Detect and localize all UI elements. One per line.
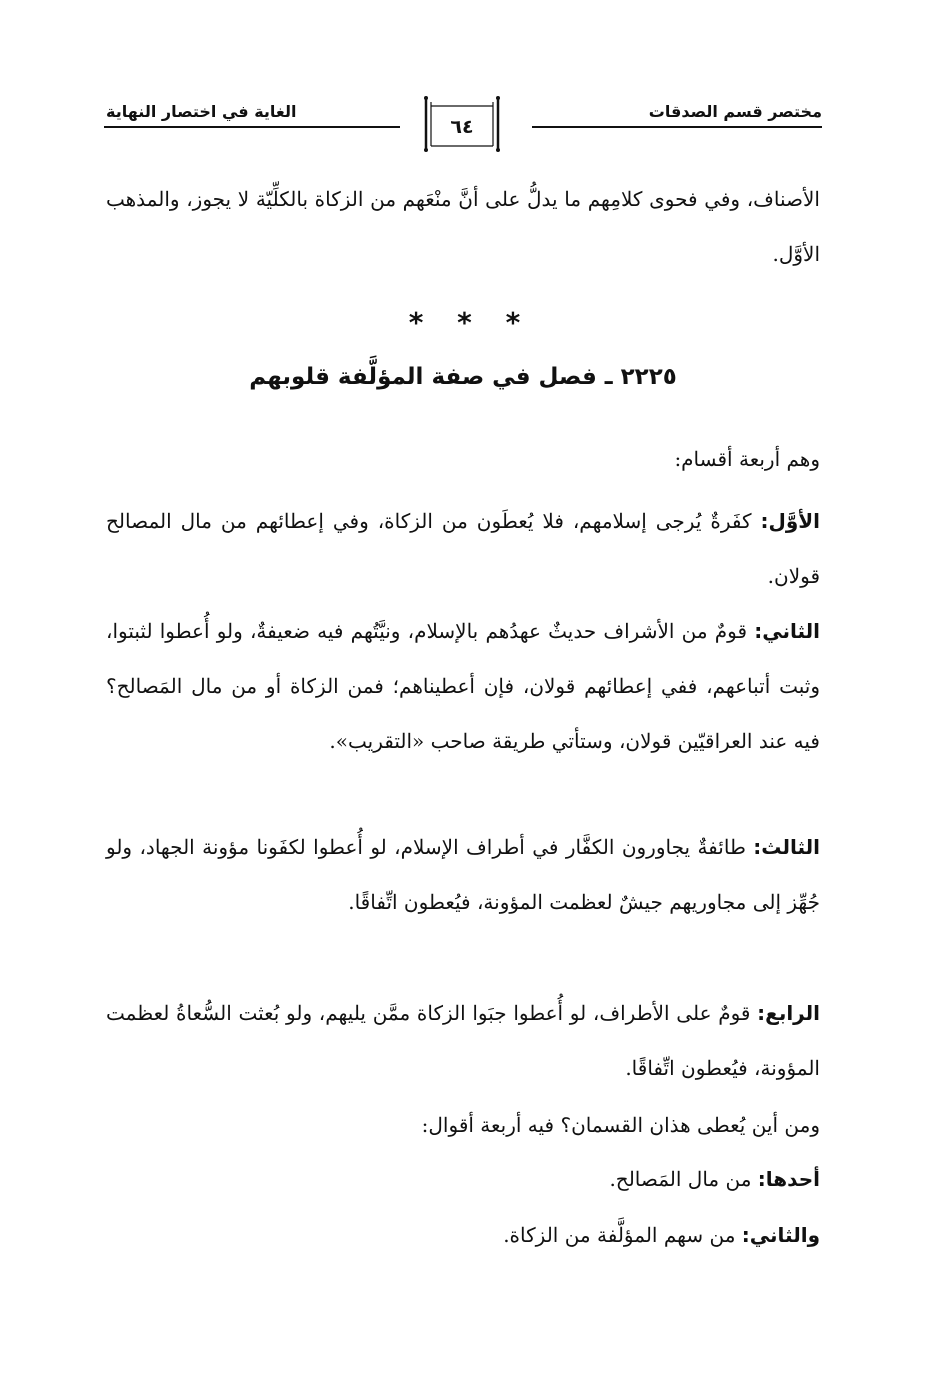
header-rule-right [532, 126, 822, 128]
opinion-second-text: من سهم المؤلَّفة من الزكاة. [503, 1223, 742, 1247]
category-first-text: كفَرةٌ يُرجى إسلامهم، فلا يُعطَون من الزكاة، وفي إعطائهم من مال المصالح قولان. [106, 509, 820, 588]
opinion-second-label: والثاني: [741, 1223, 820, 1247]
opinion-first [106, 1152, 876, 1207]
category-third [106, 820, 820, 930]
opinion-second [106, 1208, 876, 1263]
header-chapter-title: مختصر قسم الصدقات [648, 102, 822, 121]
category-second [106, 604, 820, 769]
category-second-label: الثاني: [754, 619, 820, 643]
category-second-text: قومٌ من الأشراف حديثٌ عهدُهم بالإسلام، ونيَّتُهم فيه ضعيفةٌ، ولو أُعطوا لثبتوا، وثبت أتباعهم، ففي إعطائهم قولان، فإن أعطيناهم؛ فمن الزكاة أو من مال المَصالح؟ فيه عند العراقيّين قولان، وستأتي طريقة صاحب «التقريب». [106, 619, 820, 753]
category-third-label: الثالث: [753, 835, 820, 859]
category-first [106, 494, 820, 604]
page-number: ٦٤ [450, 116, 474, 138]
page-number-frame [422, 96, 502, 152]
continued-paragraph: الأصناف، وفي فحوى كلامِهم ما يدلُّ على أنَّ منْعَهم من الزكاة بالكلِّيّة لا يجوز، والمذهب الأوَّل. [106, 187, 820, 266]
question-line: ومن أين يُعطى هذان القسمان؟ فيه أربعة أقوال: [421, 1113, 820, 1137]
running-header [104, 96, 822, 156]
category-fourth-text: قومٌ على الأطراف، لو أُعطوا جبَوا الزكاة ممَّن يليهم، ولو بُعثت السُّعاةُ لعظمت المؤونة، فيُعطون اتِّفاقًا. [106, 1001, 820, 1080]
category-third-text: طائفةٌ يجاورون الكفَّار في أطراف الإسلام، لو أُعطوا لكفَونا مؤونة الجهاد، ولو جُهِّز إلى مجاوريهم جيشٌ لعظمت المؤونة، فيُعطون اتِّفاقًا. [106, 835, 820, 914]
section-heading: ٢٢٢٥ ـ فصل في صفة المؤلَّفة قلوبهم [249, 364, 677, 390]
header-book-title: الغاية في اختصار النهاية [106, 102, 297, 121]
header-rule-left [104, 126, 400, 128]
category-first-label: الأوَّل: [760, 509, 820, 533]
category-fourth-label: الرابع: [757, 1001, 820, 1025]
intro-line: وهم أربعة أقسام: [674, 447, 820, 471]
category-fourth [106, 986, 820, 1096]
opinion-first-label: أحدها: [757, 1167, 820, 1191]
opinion-first-text: من مال المَصالح. [609, 1167, 758, 1191]
section-separator: * * * [408, 306, 533, 339]
